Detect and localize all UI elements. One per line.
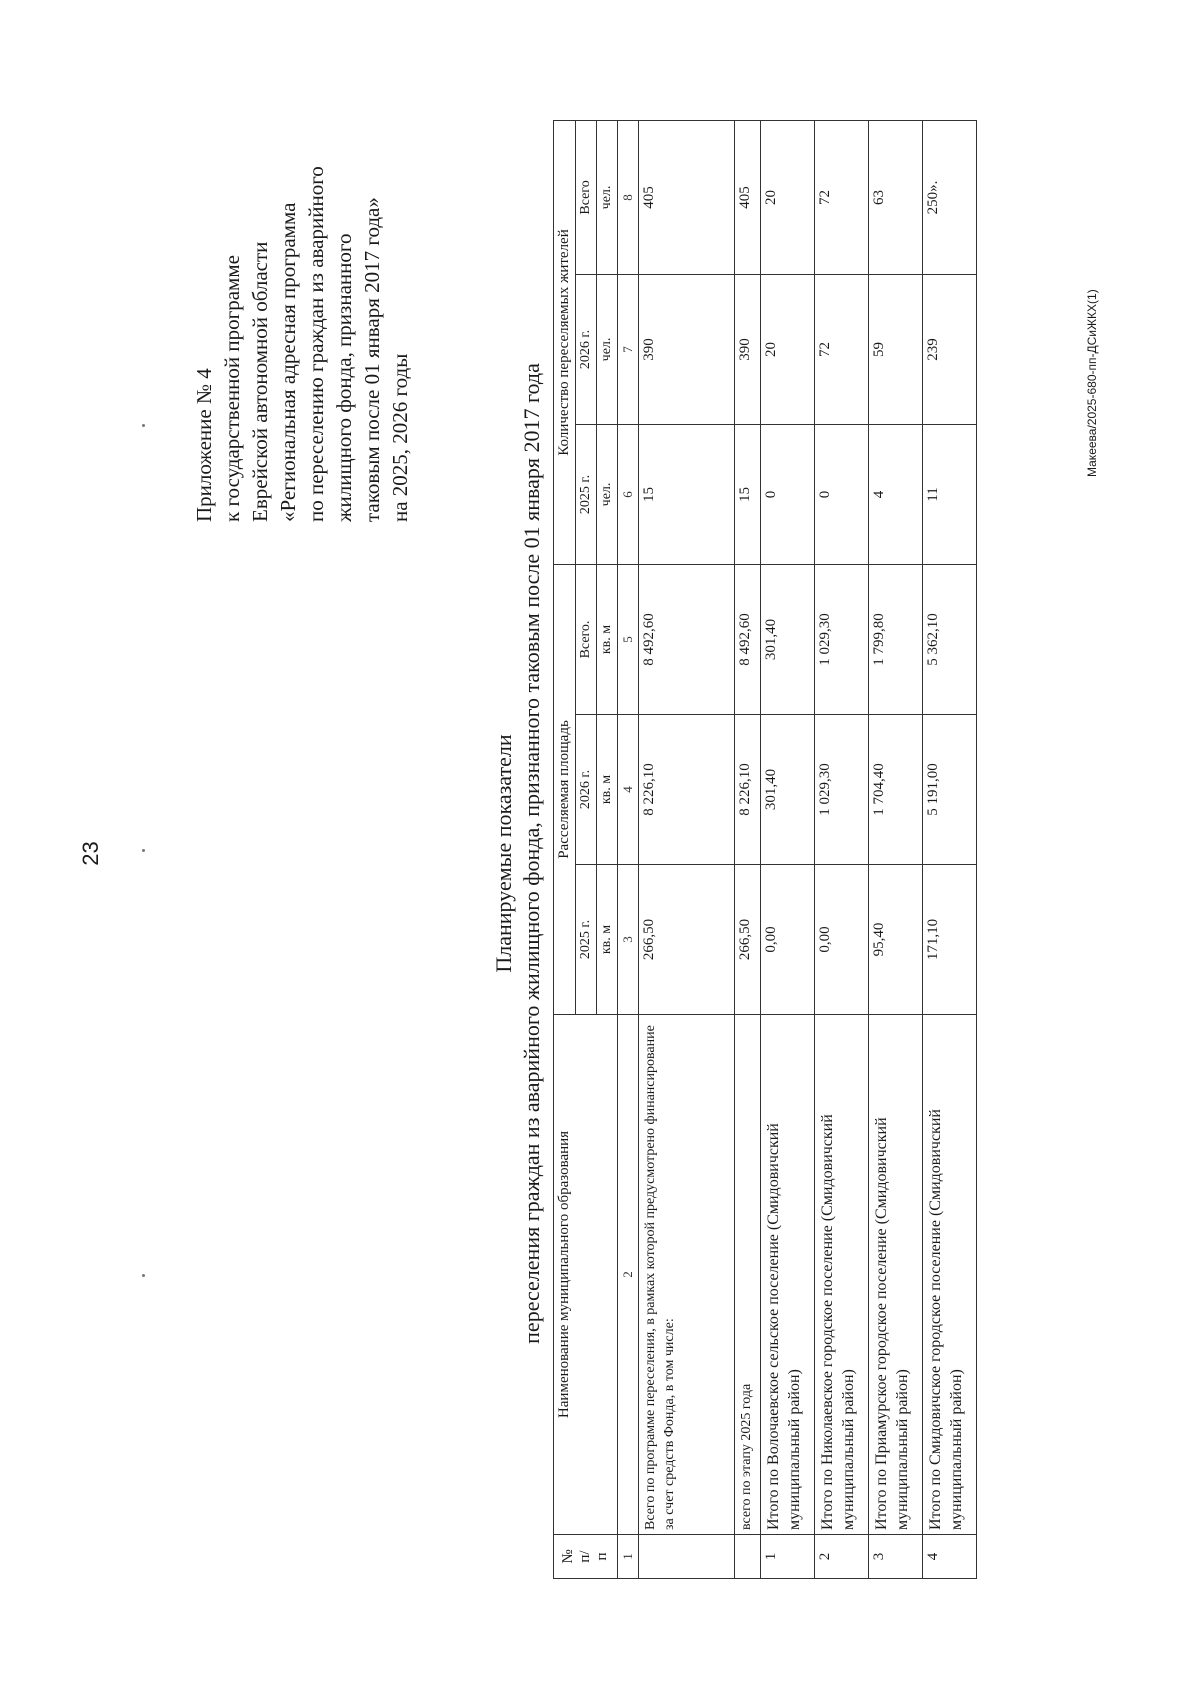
page-number: 23: [78, 841, 103, 866]
header-people-2026: 2026 г.: [576, 274, 597, 424]
column-index: 4: [618, 715, 639, 865]
area-2026: 5 191,00: [923, 715, 977, 865]
area-total: 8 492,60: [735, 564, 761, 714]
document-code: Макеева/2025-680-пп-ДСиЖКХ(1): [1085, 289, 1099, 477]
header-people-2025: 2025 г.: [576, 424, 597, 564]
people-total: 63: [869, 120, 923, 274]
unit-area: кв. м: [597, 564, 618, 714]
scan-dot: [142, 849, 145, 852]
column-index: 8: [618, 120, 639, 274]
scan-dot: [142, 424, 145, 427]
area-total: 1 799,80: [869, 564, 923, 714]
row-name: Всего по программе переселения, в рамках которой предусмотрено финансирование за счет средств Фонда, в том числе:: [639, 1015, 735, 1535]
people-2026: 20: [761, 274, 815, 424]
appendix-line: Приложение № 4: [192, 368, 216, 522]
table-row: [639, 120, 735, 1578]
people-2025: 0: [815, 424, 869, 564]
area-2025: 0,00: [815, 865, 869, 1015]
people-total: 20: [761, 120, 815, 274]
appendix-heading: [190, 22, 414, 522]
people-2025: 11: [923, 424, 977, 564]
area-total: 5 362,10: [923, 564, 977, 714]
row-number: [639, 1535, 735, 1579]
header-area-2025: 2025 г.: [576, 865, 597, 1015]
row-name: Итого по Приамурское городское поселение (Смидовичский муниципальный район): [869, 1015, 923, 1535]
row-number: 1: [761, 1535, 815, 1579]
header-number-line: п/: [577, 1550, 593, 1563]
column-index: 6: [618, 424, 639, 564]
area-2026: 301,40: [761, 715, 815, 865]
appendix-line: Еврейской автономной области: [248, 241, 272, 522]
table-row: [735, 120, 761, 1578]
header-number-line: №: [560, 1549, 576, 1564]
header-number-line: п: [594, 1552, 610, 1561]
header-number: [554, 1535, 618, 1579]
appendix-line: по переселению граждан из аварийного: [304, 166, 328, 522]
people-total: 250».: [923, 120, 977, 274]
area-total: 8 492,60: [639, 564, 735, 714]
area-total: 301,40: [761, 564, 815, 714]
indicators-table: [553, 121, 977, 1579]
row-name: Итого по Волочаевское сельское поселение (Смидовичский муниципальный район): [761, 1015, 815, 1535]
header-people-total: Всего: [576, 120, 597, 274]
appendix-line: «Региональная адресная программа: [276, 202, 300, 522]
people-total: 72: [815, 120, 869, 274]
row-name: Итого по Смидовичское городское поселение (Смидовичский муниципальный район): [923, 1015, 977, 1535]
people-2025: 15: [639, 424, 735, 564]
header-area-group: Расселяемая площадь: [554, 564, 576, 1014]
column-index: 1: [618, 1535, 639, 1579]
table-row: [923, 120, 977, 1578]
header-area-total: Всего.: [576, 564, 597, 714]
header-name: Наименование муниципального образования: [554, 1015, 618, 1535]
header-row: [554, 120, 576, 1578]
people-total: 405: [735, 120, 761, 274]
column-index: 5: [618, 564, 639, 714]
title-line-1: Планируемые показатели: [491, 734, 516, 973]
area-2025: 266,50: [735, 865, 761, 1015]
scan-dot: [142, 1274, 145, 1277]
column-index-row: [618, 120, 639, 1578]
people-2026: 59: [869, 274, 923, 424]
people-2026: 390: [735, 274, 761, 424]
unit-area: кв. м: [597, 865, 618, 1015]
unit-people: чел.: [597, 274, 618, 424]
unit-people: чел.: [597, 424, 618, 564]
row-number: 4: [923, 1535, 977, 1579]
people-2025: 0: [761, 424, 815, 564]
row-number: [735, 1535, 761, 1579]
people-total: 405: [639, 120, 735, 274]
area-2025: 171,10: [923, 865, 977, 1015]
header-area-2026: 2026 г.: [576, 715, 597, 865]
column-index: 2: [618, 1015, 639, 1535]
area-2025: 266,50: [639, 865, 735, 1015]
appendix-line: на 2025, 2026 годы: [388, 353, 412, 522]
title-line-2: переселения граждан из аварийного жилищного фонда, признанного таковым после 01 января 2017 года: [519, 363, 544, 1344]
appendix-line: таковым после 01 января 2017 года»: [360, 197, 384, 522]
row-name: Итого по Николаевское городское поселение (Смидовичский муниципальный район): [815, 1015, 869, 1535]
people-2025: 15: [735, 424, 761, 564]
row-name: всего по этапу 2025 года: [735, 1015, 761, 1535]
people-2026: 72: [815, 274, 869, 424]
table-row: [815, 120, 869, 1578]
row-number: 2: [815, 1535, 869, 1579]
area-2025: 95,40: [869, 865, 923, 1015]
area-2026: 8 226,10: [735, 715, 761, 865]
column-index: 3: [618, 865, 639, 1015]
area-2026: 8 226,10: [639, 715, 735, 865]
area-2025: 0,00: [761, 865, 815, 1015]
table-row: [761, 120, 815, 1578]
people-2026: 390: [639, 274, 735, 424]
column-index: 7: [618, 274, 639, 424]
row-number: 3: [869, 1535, 923, 1579]
area-total: 1 029,30: [815, 564, 869, 714]
document-title: [490, 0, 546, 1707]
header-people-group: Количество переселяемых жителей: [554, 120, 576, 564]
people-2025: 4: [869, 424, 923, 564]
area-2026: 1 704,40: [869, 715, 923, 865]
appendix-line: жилищного фонда, признанного: [332, 233, 356, 522]
people-2026: 239: [923, 274, 977, 424]
table-row: [869, 120, 923, 1578]
unit-people: чел.: [597, 120, 618, 274]
appendix-line: к государственной программе: [220, 255, 244, 522]
unit-area: кв. м: [597, 715, 618, 865]
area-2026: 1 029,30: [815, 715, 869, 865]
